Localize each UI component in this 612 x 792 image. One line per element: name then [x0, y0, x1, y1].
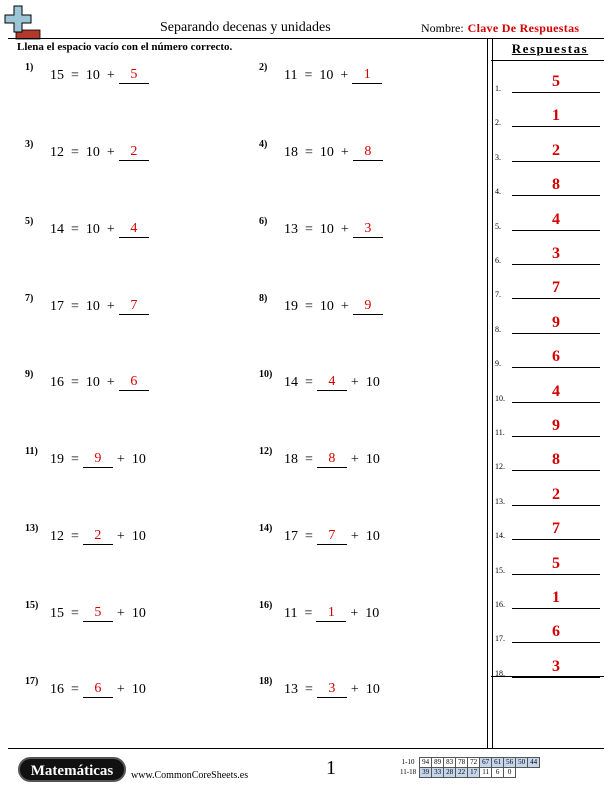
answer-value: 8 — [512, 450, 600, 471]
score-cell: 56 — [504, 758, 516, 768]
plus-sign: + — [106, 375, 115, 390]
equation — [50, 220, 153, 238]
operand-b: 10 — [85, 222, 100, 237]
equation — [284, 527, 380, 545]
operand-a: 16 — [50, 375, 64, 390]
answer-value: 1 — [512, 588, 600, 609]
answer-key-row — [495, 656, 600, 678]
operand-b: 10 — [319, 299, 334, 314]
plus-sign: + — [340, 222, 349, 237]
answer-blank[interactable]: 1 — [316, 604, 346, 622]
equation — [50, 450, 146, 468]
score-cell: 28 — [444, 768, 456, 778]
operand-b: 10 — [365, 375, 380, 390]
answer-blank[interactable]: 1 — [352, 66, 382, 84]
operand-a: 14 — [50, 222, 64, 237]
equals-sign: = — [304, 68, 313, 83]
equals-sign: = — [305, 452, 313, 467]
answer-blank[interactable]: 9 — [353, 297, 383, 315]
score-cell: 44 — [528, 758, 540, 768]
equals-sign: = — [304, 606, 313, 621]
operand-b: 10 — [319, 68, 334, 83]
answer-index: 3. — [495, 152, 501, 162]
score-cell: 72 — [468, 758, 480, 768]
equation — [284, 297, 387, 315]
answer-key-row — [495, 587, 600, 609]
problem-number: 11) — [25, 446, 38, 457]
operand-a: 19 — [50, 452, 64, 467]
operand-b: 10 — [85, 68, 100, 83]
answer-blank[interactable]: 7 — [119, 297, 149, 315]
footer-divider — [8, 748, 604, 749]
page-number: 1 — [326, 757, 336, 779]
answer-value: 5 — [512, 554, 600, 575]
problem-number: 17) — [25, 676, 39, 687]
equation — [284, 604, 379, 622]
equation — [50, 143, 153, 161]
answer-key-row — [495, 71, 600, 93]
equals-sign: = — [305, 682, 313, 697]
answer-value: 6 — [512, 622, 600, 643]
answer-blank[interactable]: 2 — [119, 143, 149, 161]
answers-end-divider — [491, 676, 604, 677]
problem-number: 7) — [25, 293, 34, 304]
answer-blank[interactable]: 3 — [353, 220, 383, 238]
name-label: Nombre: — [421, 21, 464, 35]
problem-number: 13) — [25, 523, 39, 534]
operand-b: 10 — [319, 222, 334, 237]
answer-key-row — [495, 381, 600, 403]
equals-sign: = — [71, 222, 79, 237]
operand-a: 14 — [284, 375, 298, 390]
answer-value: 2 — [512, 141, 600, 162]
score-cell: 39 — [420, 768, 432, 778]
answer-index: 11. — [495, 428, 505, 437]
operand-b: 10 — [85, 145, 100, 160]
answer-column-divider — [487, 38, 493, 748]
plus-sign: + — [116, 682, 125, 697]
equation — [284, 450, 380, 468]
score-cell: 11 — [480, 768, 492, 778]
plus-sign: + — [116, 606, 125, 621]
plus-sign: + — [106, 145, 115, 160]
operand-a: 18 — [284, 452, 298, 467]
operand-a: 13 — [284, 222, 298, 237]
equals-sign: = — [71, 682, 79, 697]
answer-index: 2. — [495, 118, 501, 128]
plus-sign: + — [350, 682, 359, 697]
equation — [284, 143, 387, 161]
answer-index: 7. — [495, 290, 501, 300]
answers-divider — [491, 60, 604, 61]
plus-sign: + — [106, 299, 115, 314]
score-cell: 78 — [456, 758, 468, 768]
equation — [50, 680, 146, 698]
equals-sign: = — [71, 68, 79, 83]
name-value: Clave De Respuestas — [467, 21, 580, 35]
score-range-label: 11-18 — [400, 768, 417, 776]
score-table — [398, 757, 540, 778]
equation — [284, 373, 380, 391]
answer-index: 16. — [495, 600, 505, 609]
operand-b: 10 — [365, 682, 380, 697]
answer-key-row — [495, 277, 600, 299]
answer-blank[interactable]: 2 — [83, 527, 113, 545]
problem-number: 4) — [259, 139, 268, 150]
operand-b: 10 — [365, 606, 380, 621]
plus-sign: + — [350, 452, 359, 467]
problem-number: 14) — [259, 523, 273, 534]
answer-key-row — [495, 621, 600, 643]
plus-sign: + — [350, 606, 359, 621]
score-cell: 61 — [492, 758, 504, 768]
equals-sign: = — [305, 375, 313, 390]
operand-b: 10 — [131, 529, 146, 544]
operand-a: 16 — [50, 682, 64, 697]
equation — [50, 527, 146, 545]
answer-blank[interactable]: 4 — [119, 220, 149, 238]
answer-value: 7 — [512, 519, 600, 540]
score-row — [398, 768, 540, 778]
score-cell: 0 — [504, 768, 516, 778]
plus-sign: + — [340, 68, 349, 83]
answer-value: 3 — [512, 244, 600, 265]
plus-minus-logo-icon — [2, 4, 42, 40]
answer-value: 2 — [512, 485, 600, 506]
operand-a: 11 — [284, 68, 298, 83]
problem-number: 1) — [25, 62, 34, 73]
answer-index: 6. — [495, 256, 501, 265]
score-cell: 6 — [492, 768, 504, 778]
score-cell: 17 — [468, 768, 480, 778]
equals-sign: = — [305, 222, 313, 237]
answer-blank[interactable]: 7 — [317, 527, 347, 545]
problem-number: 12) — [259, 446, 273, 457]
answer-blank[interactable]: 6 — [83, 680, 113, 698]
plus-sign: + — [350, 529, 359, 544]
answer-value: 3 — [512, 657, 600, 678]
equals-sign: = — [71, 375, 79, 390]
problem-number: 2) — [259, 62, 268, 73]
equation — [284, 220, 387, 238]
plus-sign: + — [116, 452, 125, 467]
answer-blank[interactable]: 9 — [83, 450, 113, 468]
operand-a: 17 — [284, 529, 298, 544]
plus-sign: + — [106, 68, 115, 83]
answers-title: Respuestas — [511, 41, 589, 56]
problem-number: 3) — [25, 139, 34, 150]
answer-key-row — [495, 209, 600, 231]
score-cell: 22 — [456, 768, 468, 778]
operand-b: 10 — [131, 606, 146, 621]
answer-blank[interactable]: 6 — [119, 373, 149, 391]
equals-sign: = — [71, 299, 79, 314]
score-cell: 83 — [444, 758, 456, 768]
site-url: www.CommonCoreSheets.es — [131, 770, 249, 781]
problem-number: 16) — [259, 600, 273, 611]
equation — [50, 66, 153, 84]
equation — [50, 373, 153, 391]
plus-sign: + — [340, 145, 349, 160]
score-cell: 94 — [420, 758, 432, 768]
equation — [284, 66, 386, 84]
answer-index: 12. — [495, 462, 505, 472]
answer-value: 6 — [512, 347, 600, 368]
answer-key-row — [495, 174, 600, 196]
operand-a: 11 — [284, 606, 298, 621]
name-field — [421, 21, 579, 36]
equals-sign: = — [71, 529, 79, 544]
operand-a: 19 — [284, 299, 298, 314]
problem-number: 18) — [259, 676, 273, 687]
answer-key-row — [495, 518, 600, 540]
problem-number: 15) — [25, 600, 39, 611]
answer-key-row — [495, 553, 600, 575]
answer-index: 9. — [495, 359, 501, 369]
answer-key-row — [495, 140, 600, 162]
operand-a: 15 — [50, 68, 64, 83]
plus-sign: + — [106, 222, 115, 237]
answer-index: 15. — [495, 565, 505, 575]
answer-blank[interactable]: 5 — [83, 604, 113, 622]
answer-value: 7 — [512, 278, 600, 299]
worksheet-title: Separando decenas y unidades — [160, 20, 331, 35]
answer-index: 5. — [495, 221, 501, 231]
answer-index: 17. — [495, 634, 505, 644]
answer-blank[interactable]: 8 — [353, 143, 383, 161]
score-range-label: 1-10 — [401, 758, 415, 766]
score-cell: 33 — [432, 768, 444, 778]
score-row — [398, 758, 540, 768]
answer-value: 9 — [512, 416, 600, 437]
equation — [284, 680, 380, 698]
operand-a: 15 — [50, 606, 64, 621]
operand-a: 12 — [50, 529, 64, 544]
answer-key-row — [495, 312, 600, 334]
plus-sign: + — [116, 529, 125, 544]
equals-sign: = — [71, 145, 79, 160]
operand-a: 13 — [284, 682, 298, 697]
answer-index: 1. — [495, 84, 501, 93]
problem-number: 8) — [259, 293, 268, 304]
answer-index: 4. — [495, 187, 501, 197]
answer-value: 1 — [512, 106, 600, 127]
score-cell: 67 — [480, 758, 492, 768]
brand-badge: Matemáticas — [18, 757, 126, 782]
operand-a: 17 — [50, 299, 64, 314]
operand-a: 18 — [284, 145, 298, 160]
score-cell: 50 — [516, 758, 528, 768]
problem-number: 9) — [25, 369, 34, 380]
answer-index: 8. — [495, 324, 501, 334]
operand-a: 12 — [50, 145, 64, 160]
answer-blank[interactable]: 4 — [317, 373, 347, 391]
operand-b: 10 — [131, 682, 146, 697]
equals-sign: = — [305, 299, 313, 314]
answer-key-row — [495, 415, 600, 437]
equals-sign: = — [305, 529, 313, 544]
problem-number: 5) — [25, 216, 34, 227]
answer-key-row — [495, 346, 600, 368]
problem-number: 10) — [259, 369, 273, 380]
answer-index: 14. — [495, 531, 505, 541]
equation — [50, 604, 146, 622]
answer-value: 4 — [512, 210, 600, 231]
operand-b: 10 — [319, 145, 334, 160]
answer-key-row — [495, 105, 600, 127]
score-cell: 89 — [432, 758, 444, 768]
operand-b: 10 — [131, 452, 146, 467]
equation — [50, 297, 153, 315]
answer-value: 5 — [512, 72, 600, 93]
answer-key-row — [495, 449, 600, 471]
answer-value: 8 — [512, 175, 600, 196]
plus-sign: + — [350, 375, 359, 390]
answer-key-row — [495, 243, 600, 265]
operand-b: 10 — [85, 375, 100, 390]
answer-blank[interactable]: 5 — [119, 66, 149, 84]
instructions: Llena el espacio vacío con el número correcto. — [17, 41, 233, 53]
answer-value: 9 — [512, 313, 600, 334]
operand-b: 10 — [85, 299, 100, 314]
answer-key-row — [495, 484, 600, 506]
answer-blank[interactable]: 3 — [317, 680, 347, 698]
problem-number: 6) — [259, 216, 268, 227]
plus-sign: + — [340, 299, 349, 314]
equals-sign: = — [71, 452, 79, 467]
header-divider — [8, 38, 604, 39]
answer-blank[interactable]: 8 — [317, 450, 347, 468]
answer-index: 10. — [495, 393, 505, 403]
answer-index: 13. — [495, 496, 505, 506]
equals-sign: = — [71, 606, 79, 621]
answer-index: 18. — [495, 668, 505, 678]
operand-b: 10 — [365, 529, 380, 544]
operand-b: 10 — [365, 452, 380, 467]
answer-value: 4 — [512, 382, 600, 403]
equals-sign: = — [305, 145, 313, 160]
